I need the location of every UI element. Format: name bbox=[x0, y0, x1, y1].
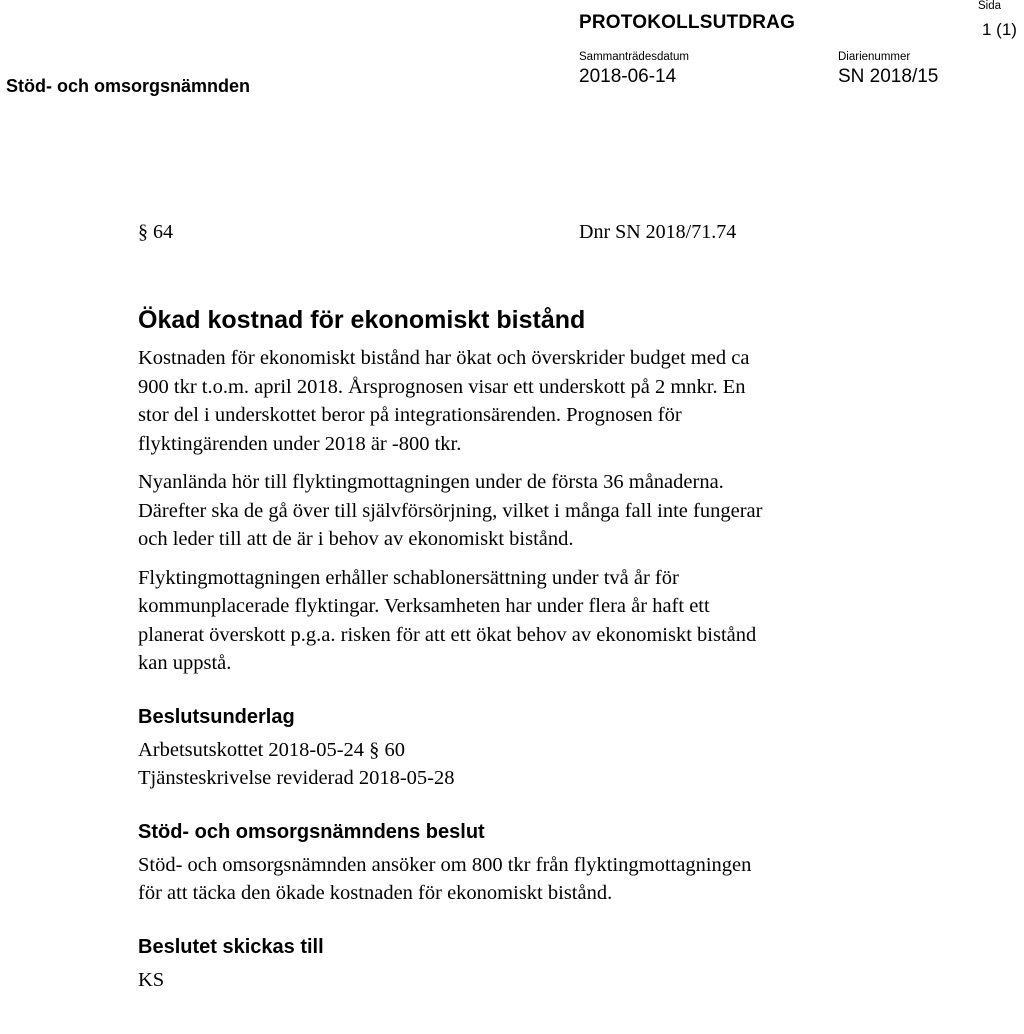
body-line: kan uppstå. bbox=[138, 652, 232, 674]
page-number: 1 (1) bbox=[982, 20, 1017, 39]
body-paragraph bbox=[138, 564, 938, 678]
basis-item: Tjänsteskrivelse reviderad 2018-05-28 bbox=[138, 767, 455, 789]
body-paragraph bbox=[138, 344, 938, 458]
body-line: Flyktingmottagningen erhåller schablonersättning under två år för bbox=[138, 566, 679, 589]
paragraph-number: § 64 bbox=[138, 221, 173, 243]
organization-name: Stöd- och omsorgsnämnden bbox=[6, 76, 251, 96]
document-type: PROTOKOLLSUTDRAG bbox=[579, 12, 796, 33]
body-line: Kostnaden för ekonomiskt bistånd har ökat och överskrider budget med ca bbox=[138, 347, 750, 369]
decision-line: för att täcka den ökade kostnaden för ekonomiskt bistånd. bbox=[138, 882, 613, 904]
body-line: kommunplacerade flyktingar. Verksamheten har under flera år haft ett bbox=[138, 595, 710, 617]
decision-line: Stöd- och omsorgsnämnden ansöker om 800 tkr från flyktingmottagningen bbox=[138, 853, 752, 876]
body-line: planerat överskott p.g.a. risken för att ett ökat behov av ekonomiskt bistånd bbox=[138, 623, 757, 646]
meeting-date-label: Sammanträdesdatum bbox=[579, 51, 689, 63]
recipient: KS bbox=[138, 968, 165, 991]
case-number: Dnr SN 2018/71.74 bbox=[579, 221, 737, 243]
registry-number: SN 2018/15 bbox=[838, 66, 939, 87]
item-title: Ökad kostnad för ekonomiskt bistånd bbox=[138, 306, 586, 334]
page-label: Sida bbox=[978, 0, 1002, 12]
basis-heading: Beslutsunderlag bbox=[138, 705, 295, 728]
body-line: stor del i underskottet beror på integrationsärenden. Prognosen för bbox=[138, 404, 682, 426]
basis-item: Arbetsutskottet 2018-05-24 § 60 bbox=[138, 738, 406, 761]
distribution-list bbox=[138, 966, 938, 995]
body-line: 900 tkr t.o.m. april 2018. Årsprognosen visar ett underskott på 2 mnkr. En bbox=[138, 375, 746, 398]
body-paragraph bbox=[138, 468, 938, 554]
distribution-heading: Beslutet skickas till bbox=[138, 935, 324, 958]
body-line: flyktingärenden under 2018 är -800 tkr. bbox=[138, 432, 462, 455]
registry-number-label: Diarienummer bbox=[838, 51, 911, 63]
body-line: Därefter ska de gå över till självförsörjning, vilket i många fall inte fungerar bbox=[138, 499, 763, 522]
document-body bbox=[138, 303, 938, 994]
basis-list bbox=[138, 736, 938, 793]
meeting-date: 2018-06-14 bbox=[579, 66, 677, 87]
decision-heading: Stöd- och omsorgsnämndens beslut bbox=[138, 820, 485, 843]
body-line: och leder till att de är i behov av ekonomiskt bistånd. bbox=[138, 528, 574, 550]
decision-text bbox=[138, 851, 938, 908]
body-line: Nyanlända hör till flyktingmottagningen under de första 36 månaderna. bbox=[138, 471, 724, 493]
